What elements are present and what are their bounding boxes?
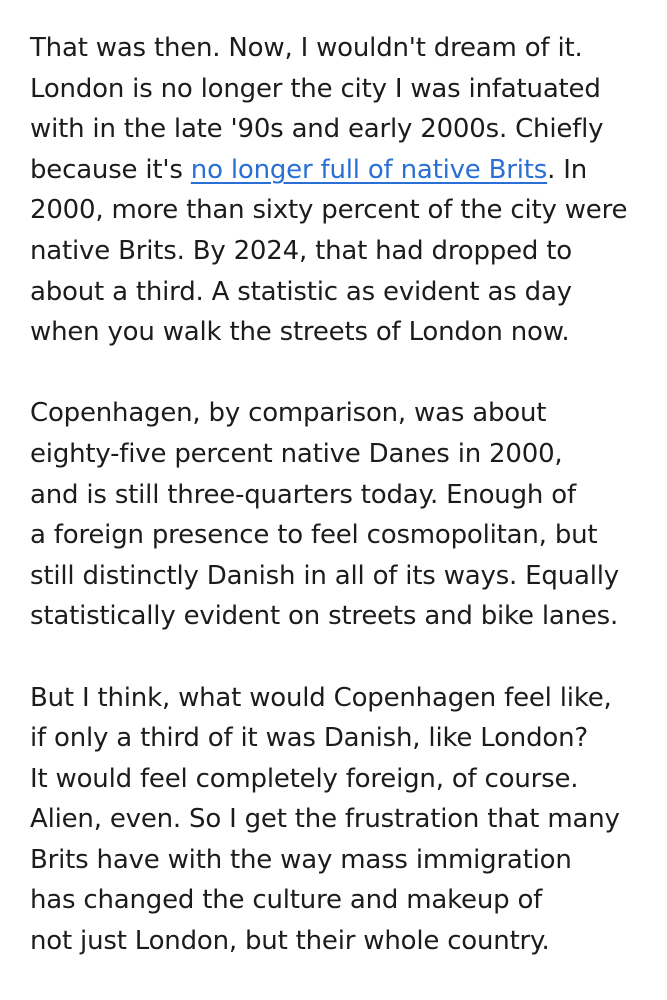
text-line: about a third. A statistic as evident as day bbox=[30, 276, 572, 307]
paragraph-3 bbox=[30, 678, 655, 962]
text-line: native Brits. By 2024, that had dropped to bbox=[30, 235, 572, 266]
text-line: not just London, but their whole country. bbox=[30, 926, 550, 957]
text-line: a foreign presence to feel cosmopolitan, but bbox=[30, 520, 598, 551]
text-line: with in the late '90s and early 2000s. Chiefly bbox=[30, 114, 604, 145]
text-line: eighty-five percent native Danes in 2000, bbox=[30, 438, 563, 469]
text-line: Copenhagen, by comparison, was about bbox=[30, 398, 547, 429]
text-line: London is no longer the city I was infatuated bbox=[30, 73, 601, 104]
paragraph-1 bbox=[30, 28, 655, 353]
text-line: has changed the culture and makeup of bbox=[30, 885, 543, 916]
text-line: when you walk the streets of London now. bbox=[30, 317, 570, 348]
paragraph-2 bbox=[30, 393, 655, 637]
text-line: Alien, even. So I get the frustration that many bbox=[30, 804, 620, 835]
text-line: still distinctly Danish in all of its ways. Equally bbox=[30, 560, 619, 591]
text-line: statistically evident on streets and bike lanes. bbox=[30, 601, 619, 632]
text-line: But I think, what would Copenhagen feel like, bbox=[30, 682, 612, 713]
text-line: if only a third of it was Danish, like London? bbox=[30, 723, 588, 754]
article-body bbox=[30, 28, 655, 962]
text-line: That was then. Now, I wouldn't dream of it. bbox=[30, 33, 583, 63]
text-segment: because it's bbox=[30, 154, 191, 185]
text-line: and is still three-quarters today. Enough of bbox=[30, 479, 576, 510]
text-line: 2000, more than sixty percent of the city were bbox=[30, 195, 628, 226]
text-segment: . In bbox=[547, 154, 588, 185]
text-line: It would feel completely foreign, of course. bbox=[30, 763, 579, 794]
text-line: Brits have with the way mass immigration bbox=[30, 844, 572, 875]
text-line-with-link bbox=[30, 150, 655, 191]
native-brits-link[interactable]: no longer full of native Brits bbox=[190, 154, 548, 185]
